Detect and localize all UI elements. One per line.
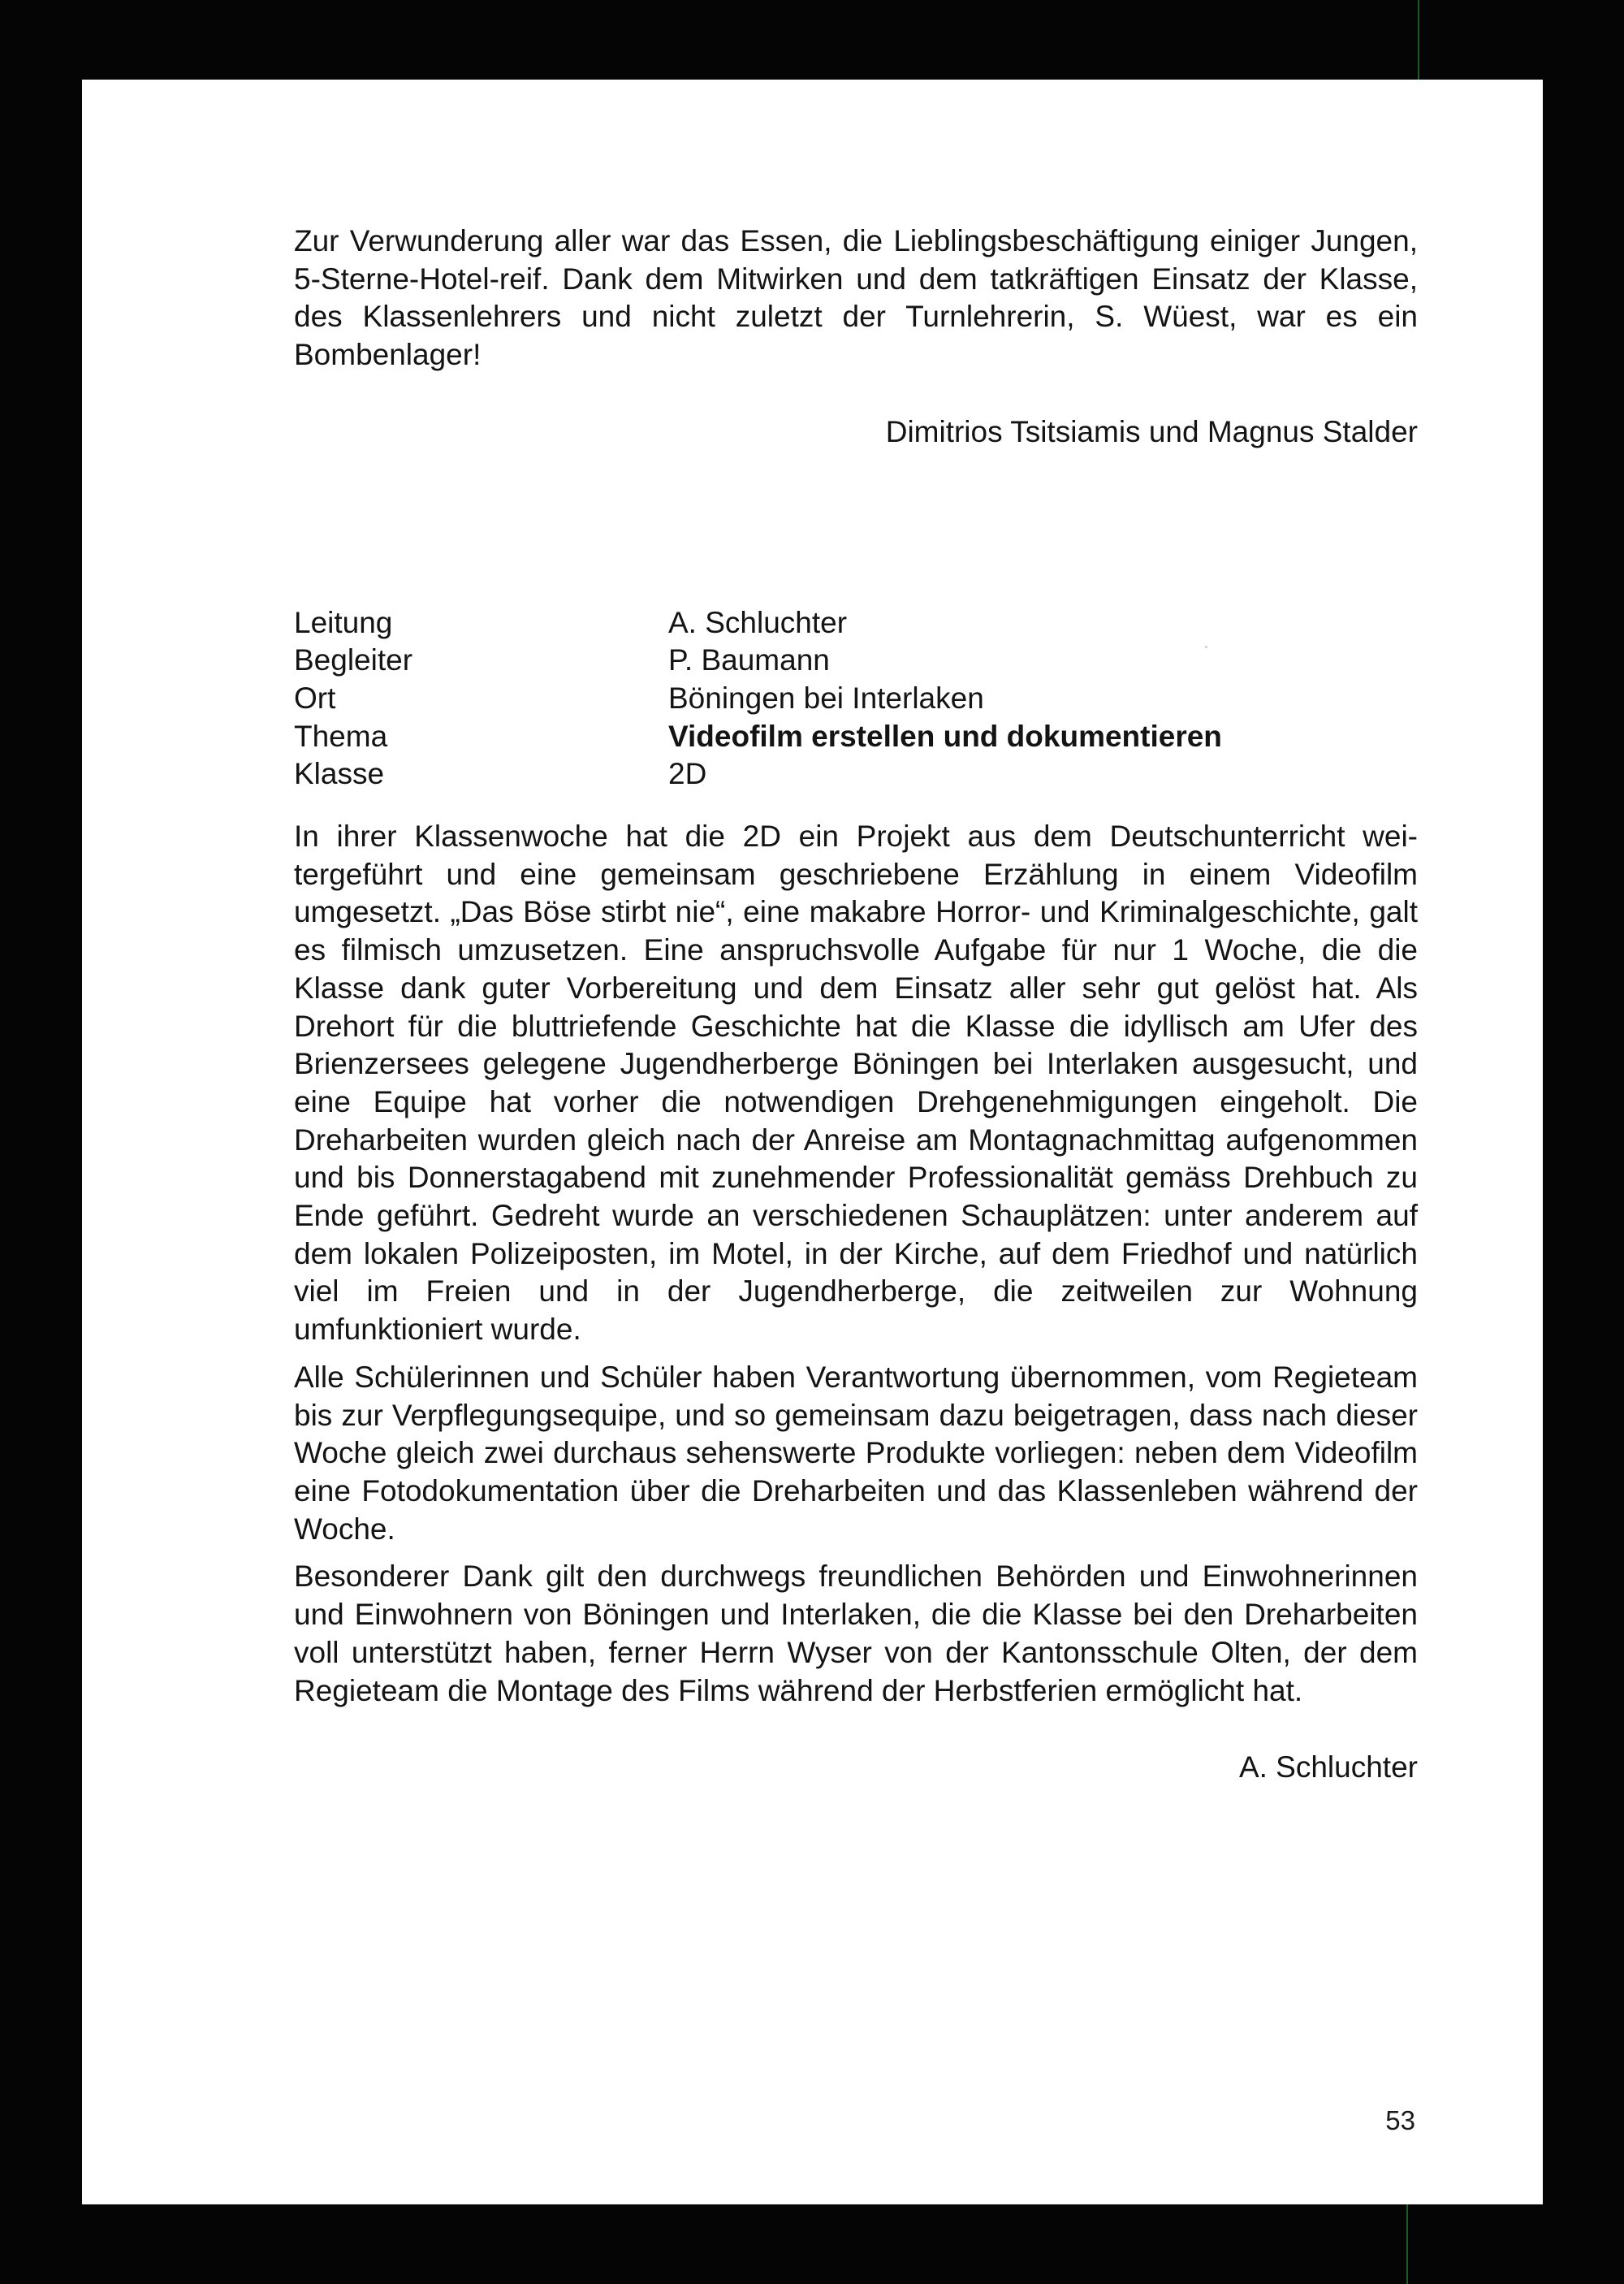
info-label-klasse: Klasse: [294, 757, 385, 791]
info-label-begleiter: Begleiter: [294, 643, 413, 677]
info-value-ort: Böningen bei Interlaken: [668, 681, 984, 715]
report-body: [294, 818, 1418, 1710]
info-value-klasse: 2D: [668, 757, 707, 791]
scan-line-bottom: [1406, 2204, 1408, 2284]
scan-line-top: [1418, 0, 1419, 80]
report-signature: A. Schluchter: [1238, 1750, 1418, 1784]
document-page: [82, 80, 1543, 2204]
report-paragraph-3: Besonderer Dank gilt den durchwegs freundlichen Behörden und Einwohnerinnen und Einwohnern von Böningen und Interlaken, die die Klasse bei den Dreharbeiten voll unterstützt haben, ferner Herrn Wyser von der Kantonsschule Olten, der dem Regieteam die Montage des Films während der Herbstferien ermöglicht hat.: [294, 1559, 1418, 1707]
intro-paragraph: Zur Verwunderung aller war das Essen, die Lieblingsbeschäftigung einiger Jungen, 5-Sterne-Hotel-reif. Dank dem Mitwirken und dem tatkräftigen Einsatz der Klasse, des Klassenlehrers und nicht zuletzt der Turnlehrerin, S. Wüest, war es ein Bombenlager!: [294, 224, 1418, 372]
info-value-thema: Videofilm erstellen und dokumentieren: [668, 719, 1222, 753]
info-value-begleiter: P. Baumann: [668, 643, 830, 677]
report-paragraph-1: In ihrer Klassenwoche hat die 2D ein Projekt aus dem Deutschunterricht weitergeführt und eine gemeinsam geschriebene Erzählung in einem Videofilm umgesetzt. „Das Böse stirbt nie“, eine makabre Horror- und Kriminalgeschichte, galt es filmisch umzusetzen. Eine anspruchsvolle Aufgabe für nur 1 Woche, die die Klasse dank guter Vorbereitung und dem Einsatz aller sehr gut gelöst hat. Als Drehort für die bluttriefende Geschichte hat die Klasse die idyllisch am Ufer des Brienzersees gelegene Jugendherberge Böningen bei Interlaken ausgesucht, und eine Equipe hat vorher die notwendigen Drehgenehmigungen eingeholt. Die Dreharbeiten wurden gleich nach der Anreise am Montagnachmittag aufgenommen und bis Donnerstagabend mit zunehmender Professionalität gemäss Drehbuch zu Ende geführt. Gedreht wurde an verschiedenen Schauplätzen: unter anderem auf dem lokalen Polizeiposten, im Motel, in der Kirche, auf dem Friedhof und natürlich viel im Freien und in der Jugendherberge, die zeitweilen zur Wohnung umfunktioniert wurde.: [294, 820, 1418, 1347]
page-content: [294, 223, 1418, 1787]
info-label-leitung: Leitung: [294, 605, 393, 639]
info-value-leitung: A. Schluchter: [668, 605, 848, 639]
info-label-thema: Thema: [294, 719, 388, 753]
report-paragraph-2: Alle Schülerinnen und Schüler haben Verantwortung übernommen, vom Regieteam bis zur Verpflegungsequipe, und so gemeinsam dazu beigetragen, dass nach dieser Woche gleich zwei durchaus sehenswerte Produkte vorliegen: neben dem Videofilm eine Fotodokumentation über die Dreharbeiten und das Klassenleben während der Woche.: [294, 1360, 1418, 1546]
intro-signature: Dimitrios Tsitsiamis und Magnus Stalder: [885, 414, 1418, 448]
info-label-ort: Ort: [294, 681, 336, 715]
page-number: 53: [1385, 2105, 1415, 2135]
project-info-table: [294, 604, 1418, 794]
